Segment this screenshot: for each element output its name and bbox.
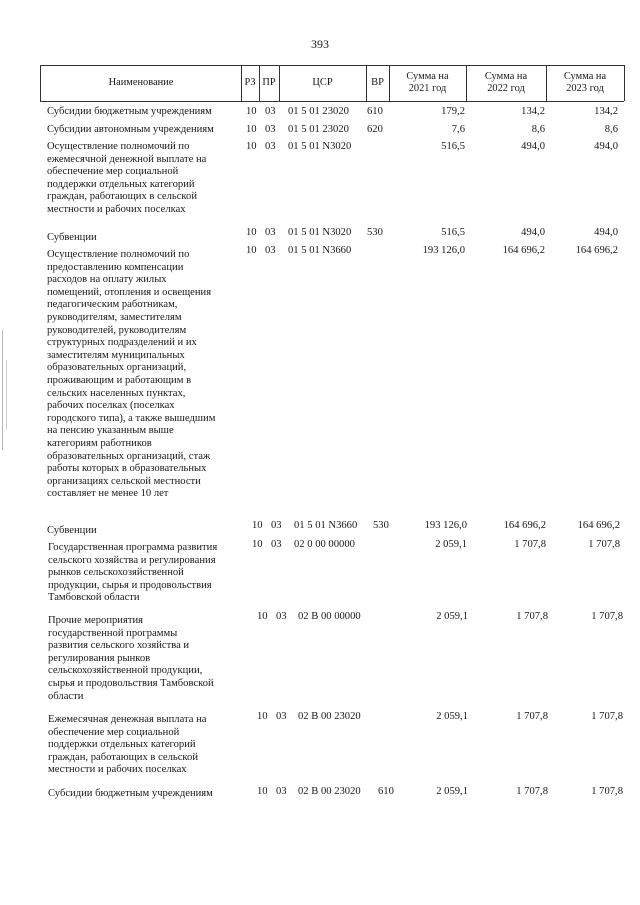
- row-sum-2023: 8,6: [604, 124, 618, 135]
- row-vr: 610: [378, 786, 394, 797]
- row-sum-2023: 1 707,8: [591, 711, 623, 722]
- row-csr: 01 5 01 N3660: [294, 520, 358, 531]
- row-csr: 02 В 00 23020: [298, 711, 361, 722]
- row-sum-2021: 2 059,1: [435, 539, 467, 550]
- header-rz: РЗ: [244, 77, 256, 88]
- row-rz: 10: [252, 539, 263, 550]
- row-pr: 03: [265, 141, 276, 152]
- row-rz: 10: [257, 786, 268, 797]
- row-csr: 01 5 01 N3660: [288, 245, 352, 256]
- row-pr: 03: [265, 227, 276, 238]
- row-pr: 03: [276, 611, 287, 622]
- row-sum-2021: 193 126,0: [424, 520, 467, 531]
- row-rz: 10: [246, 245, 257, 256]
- row-rz: 10: [246, 227, 257, 238]
- row-sum-2022: 494,0: [521, 141, 545, 152]
- header-divider: [624, 65, 625, 101]
- row-vr: 530: [373, 520, 389, 531]
- row-sum-2021: 7,6: [451, 124, 465, 135]
- header-sum-2023: Сумма на 2023 год: [563, 71, 607, 94]
- row-sum-2023: 494,0: [594, 141, 618, 152]
- row-pr: 03: [276, 786, 287, 797]
- row-sum-2022: 1 707,8: [516, 611, 548, 622]
- row-rz: 10: [252, 520, 263, 531]
- row-sum-2021: 2 059,1: [436, 611, 468, 622]
- row-csr: 01 5 01 N3020: [288, 227, 352, 238]
- row-name: Осуществление полномочий по предоставлению компенсации расходов на оплату жилых помещений, отопления и освещения педагогическим работникам, руководителям, заместителям руководителей, руководителям структурных подразделений и их заместителям муниципальных образовательных организаций, проживающим и работающим в сельских населенных пунктах, рабочих поселках (поселках городского типа), а также вышедшим на пенсию указанным выше категориям работников образовательных организаций, стаж работы которых в образовательных организациях сельской местности составляет не менее 10 лет: [47, 249, 216, 500]
- row-pr: 03: [265, 124, 276, 135]
- row-sum-2021: 2 059,1: [436, 711, 468, 722]
- header-pr: ПР: [262, 77, 276, 88]
- scan-edge-mark: [6, 360, 7, 430]
- row-name: Субсидии бюджетным учреждениям: [48, 788, 213, 799]
- row-pr: 03: [271, 520, 282, 531]
- row-rz: 10: [246, 141, 257, 152]
- row-name: Осуществление полномочий по ежемесячной денежной выплате на обеспечение мер социальной поддержки отдельных категорий граждан, работающих в сельской местности и рабочих поселках: [47, 141, 207, 215]
- row-rz: 10: [246, 124, 257, 135]
- row-rz: 10: [257, 611, 268, 622]
- row-sum-2022: 134,2: [521, 106, 545, 117]
- row-sum-2021: 516,5: [441, 227, 465, 238]
- row-sum-2021: 516,5: [441, 141, 465, 152]
- row-name: Прочие мероприятия государственной программы развития сельского хозяйства и регулирования рынков сельскохозяйственной продукции, сырья и продовольствия Тамбовской области: [48, 615, 214, 702]
- header-name: Наименование: [108, 77, 174, 88]
- scan-edge-mark: [2, 330, 3, 450]
- row-sum-2022: 164 696,2: [503, 520, 546, 531]
- header-csr: ЦСР: [312, 77, 333, 88]
- row-vr: 530: [367, 227, 383, 238]
- row-rz: 10: [246, 106, 257, 117]
- row-sum-2022: 1 707,8: [516, 711, 548, 722]
- row-csr: 02 В 00 23020: [298, 786, 361, 797]
- row-vr: 610: [367, 106, 383, 117]
- row-sum-2022: 494,0: [521, 227, 545, 238]
- row-sum-2023: 494,0: [594, 227, 618, 238]
- row-name: Субвенции: [47, 232, 97, 243]
- page-number: 393: [311, 37, 329, 51]
- row-sum-2022: 8,6: [531, 124, 545, 135]
- row-sum-2023: 164 696,2: [575, 245, 618, 256]
- row-sum-2023: 1 707,8: [588, 539, 620, 550]
- row-name: Субсидии бюджетным учреждениям: [47, 106, 212, 117]
- row-name: Субвенции: [47, 525, 97, 536]
- row-name: Государственная программа развития сельского хозяйства и регулирования рынков сельскохозяйственной продукции, сырья и продовольствия Тамбовской области: [48, 542, 218, 604]
- row-pr: 03: [265, 106, 276, 117]
- row-vr: 620: [367, 124, 383, 135]
- row-sum-2021: 193 126,0: [422, 245, 465, 256]
- row-csr: 01 5 01 23020: [288, 124, 349, 135]
- header-vr: ВР: [371, 77, 384, 88]
- row-sum-2023: 1 707,8: [591, 786, 623, 797]
- row-sum-2023: 1 707,8: [591, 611, 623, 622]
- header-sum-2021: Сумма на 2021 год: [406, 71, 449, 94]
- row-name: Субсидии автономным учреждениям: [47, 124, 214, 135]
- row-csr: 02 0 00 00000: [294, 539, 355, 550]
- row-sum-2021: 179,2: [441, 106, 465, 117]
- row-sum-2022: 164 696,2: [502, 245, 545, 256]
- row-csr: 02 В 00 00000: [298, 611, 361, 622]
- row-sum-2023: 134,2: [594, 106, 618, 117]
- row-sum-2021: 2 059,1: [436, 786, 468, 797]
- header-sum-2022: Сумма на 2022 год: [484, 71, 528, 94]
- row-csr: 01 5 01 N3020: [288, 141, 352, 152]
- row-pr: 03: [276, 711, 287, 722]
- row-pr: 03: [271, 539, 282, 550]
- row-sum-2022: 1 707,8: [516, 786, 548, 797]
- row-pr: 03: [265, 245, 276, 256]
- row-sum-2022: 1 707,8: [514, 539, 546, 550]
- row-csr: 01 5 01 23020: [288, 106, 349, 117]
- row-name: Ежемесячная денежная выплата на обеспечение мер социальной поддержки отдельных категорий граждан, работающих в сельской местности и рабочих поселках: [48, 714, 207, 776]
- row-rz: 10: [257, 711, 268, 722]
- row-sum-2023: 164 696,2: [577, 520, 620, 531]
- header-bottom-rule: [40, 101, 624, 102]
